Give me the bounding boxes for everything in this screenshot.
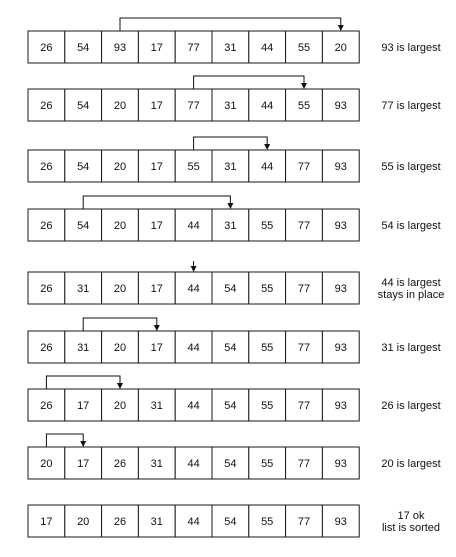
arrowhead-icon [154, 325, 160, 331]
cell-value: 26 [40, 283, 53, 295]
arrowhead-icon [191, 266, 197, 272]
cell-value: 20 [113, 161, 127, 173]
cell-value: 77 [297, 458, 311, 470]
cell-value: 20 [334, 42, 347, 54]
cell-value: 17 [77, 458, 90, 470]
cell-value: 26 [40, 400, 53, 412]
arrowhead-icon [117, 383, 123, 389]
cell-value: 55 [261, 220, 274, 232]
cell-value: 31 [150, 458, 163, 470]
cell-value: 77 [297, 161, 311, 173]
cell-value: 93 [334, 220, 347, 232]
cell-value: 20 [77, 516, 90, 528]
cell-value: 54 [224, 283, 237, 295]
cell-value: 93 [334, 400, 347, 412]
cell-value: 44 [187, 342, 200, 354]
cell-value: 54 [77, 161, 90, 173]
cell-value: 26 [113, 516, 127, 528]
cell-value: 77 [297, 220, 311, 232]
cell-value: 31 [224, 100, 237, 112]
arrowhead-icon [227, 203, 233, 209]
cell-value: 93 [334, 516, 347, 528]
cell-value: 20 [113, 220, 127, 232]
cell-value: 55 [261, 458, 274, 470]
cell-value: 26 [40, 161, 53, 173]
cell-value: 54 [77, 100, 90, 112]
cell-value: 44 [187, 283, 200, 295]
step-caption: 55 is largest [381, 161, 441, 173]
cell-value: 55 [261, 283, 274, 295]
cell-value: 31 [77, 342, 90, 354]
cell-value: 93 [334, 458, 347, 470]
step-caption: list is sorted [381, 522, 441, 534]
cell-value: 93 [334, 100, 347, 112]
cell-value: 31 [150, 516, 163, 528]
cell-value: 44 [261, 42, 274, 54]
cell-value: 93 [334, 161, 347, 173]
cell-value: 77 [187, 42, 200, 54]
cell-value: 20 [113, 100, 127, 112]
cell-value: 55 [261, 400, 274, 412]
cell-value: 77 [297, 400, 311, 412]
cell-value: 17 [150, 161, 163, 173]
cell-value: 77 [297, 283, 311, 295]
step-caption: 44 is largest [381, 277, 441, 289]
cell-value: 17 [150, 42, 163, 54]
arrowhead-icon [301, 83, 307, 89]
swap-arrow [191, 261, 197, 272]
cell-value: 44 [187, 400, 200, 412]
cell-value: 55 [261, 342, 274, 354]
cell-value: 31 [224, 161, 237, 173]
cell-value: 54 [224, 458, 237, 470]
cell-value: 44 [187, 220, 200, 232]
arrowhead-icon [80, 441, 86, 447]
cell-value: 55 [297, 42, 311, 54]
step-row [28, 196, 441, 241]
cell-value: 93 [113, 42, 127, 54]
cell-value: 54 [77, 220, 90, 232]
cell-value: 31 [150, 400, 163, 412]
cell-value: 44 [187, 516, 200, 528]
cell-value: 26 [40, 100, 53, 112]
cell-value: 20 [113, 283, 127, 295]
cell-value: 93 [334, 283, 347, 295]
step-row [28, 434, 441, 479]
step-row [28, 18, 441, 63]
cell-value: 20 [113, 400, 127, 412]
cell-value: 93 [334, 342, 347, 354]
cell-value: 54 [224, 516, 237, 528]
step-caption: 77 is largest [381, 100, 441, 112]
swap-arrow [46, 376, 123, 389]
step-row [28, 376, 441, 421]
cell-value: 26 [40, 42, 53, 54]
cell-value: 17 [150, 283, 163, 295]
cell-value: 17 [150, 100, 163, 112]
cell-value: 31 [224, 220, 237, 232]
cell-value: 26 [40, 342, 53, 354]
swap-arrow [194, 76, 307, 89]
step-caption: 31 is largest [381, 342, 441, 354]
cell-value: 44 [187, 458, 200, 470]
step-caption: 17 ok [397, 510, 425, 522]
step-row [28, 505, 440, 537]
cell-value: 26 [40, 220, 53, 232]
cell-value: 31 [77, 283, 90, 295]
step-caption: 54 is largest [381, 220, 441, 232]
cell-value: 26 [113, 458, 127, 470]
step-caption: 93 is largest [381, 42, 441, 54]
cell-value: 77 [187, 100, 200, 112]
step-row [28, 318, 441, 363]
arrowhead-icon [264, 144, 270, 150]
cell-value: 54 [77, 42, 90, 54]
arrowhead-icon [338, 25, 344, 31]
step-row [28, 137, 441, 182]
cell-value: 17 [77, 400, 90, 412]
swap-arrow [194, 137, 271, 150]
step-caption: stays in place [377, 289, 445, 301]
step-caption: 20 is largest [381, 458, 441, 470]
cell-value: 17 [150, 220, 163, 232]
cell-value: 17 [150, 342, 163, 354]
cell-value: 77 [297, 342, 311, 354]
cell-value: 44 [261, 161, 274, 173]
cell-value: 20 [40, 458, 53, 470]
step-row [28, 261, 444, 304]
cell-value: 17 [40, 516, 53, 528]
swap-arrow [83, 318, 160, 331]
cell-value: 20 [113, 342, 127, 354]
cell-value: 44 [261, 100, 274, 112]
cell-value: 54 [224, 342, 237, 354]
swap-arrow [83, 196, 233, 209]
step-caption: 26 is largest [381, 400, 441, 412]
cell-value: 55 [187, 161, 200, 173]
cell-value: 55 [261, 516, 274, 528]
cell-value: 55 [297, 100, 311, 112]
cell-value: 54 [224, 400, 237, 412]
cell-value: 31 [224, 42, 237, 54]
swap-arrow [120, 18, 344, 31]
cell-value: 77 [297, 516, 311, 528]
swap-arrow [46, 434, 86, 447]
step-row [28, 76, 441, 121]
